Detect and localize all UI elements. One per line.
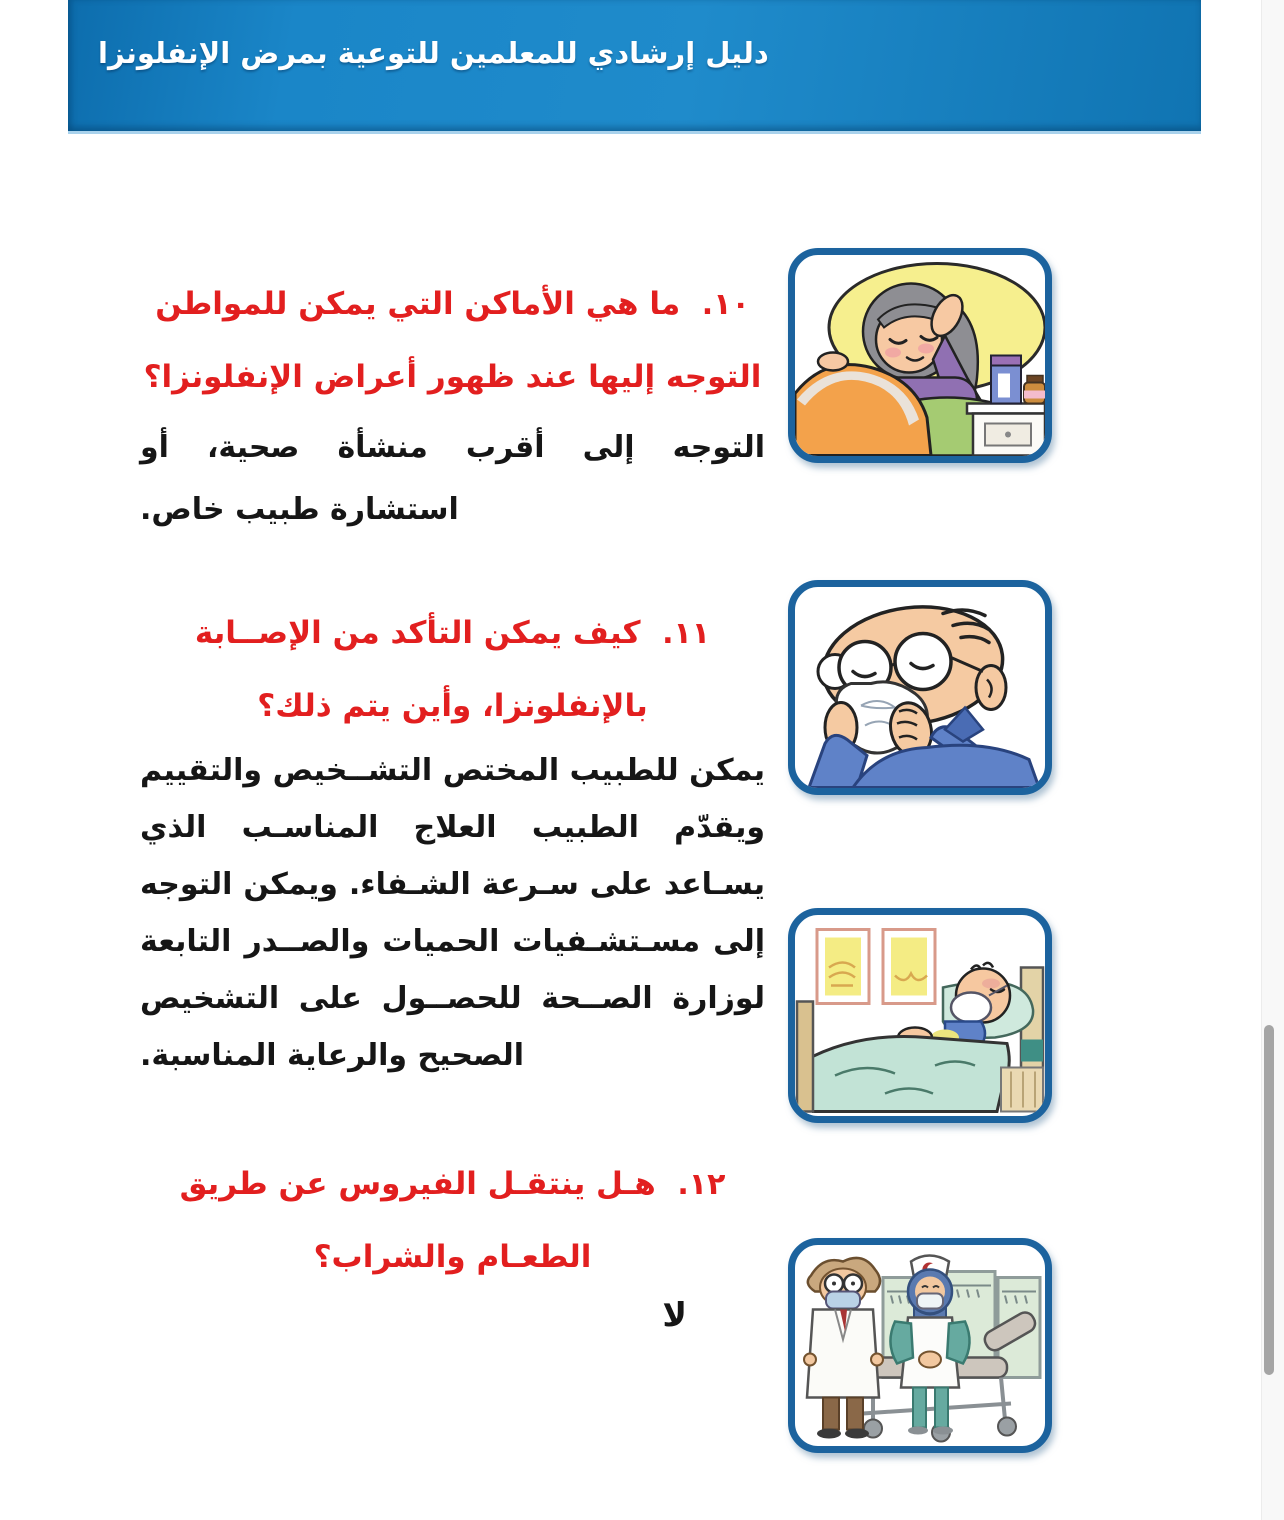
answer-12-text: لا [662,1295,687,1334]
medicine-box-cap [991,356,1021,366]
illustration-masked-patient-in-bed [788,908,1052,1123]
hand-on-duvet [818,353,848,371]
question-11-heading [140,597,765,742]
text-column [140,268,765,1337]
face-mask [951,993,991,1023]
nurse-shoe [908,1427,928,1435]
scrollbar-track[interactable] [1261,0,1284,1520]
question-12-heading [140,1148,765,1293]
question-11-text: كيف يمكن التأكد من الإصــابة بالإنفلونزا، وأين يتم ذلك؟ [194,615,648,724]
jar-cap [1027,376,1043,383]
masked-patient-in-bed-graphic [795,915,1045,1116]
question-10-heading [140,268,765,413]
question-11-number: ١١. [662,616,711,651]
doctor-hand [804,1354,816,1366]
answer-11-text: يمكن للطبيب المختص التشــخيص والتقييم ويقدّم الطبيب العلاج المناسـب الذي يسـاعد على سـرعة الشـفاء. ويمكن التوجه إلى مسـتشـفيات الحميات والصــدر التابعة لوزارة الصــحة للحصــول على التشخيص الصحيح والرعاية المناسبة. [140,753,765,1073]
illustration-man-blowing-nose [788,580,1052,795]
blanket [802,1037,1009,1112]
page-header-band [68,0,1201,134]
doctor-and-nurse-graphic [795,1245,1045,1446]
man-blowing-nose-graphic [795,587,1045,788]
question-10-text: ما هي الأماكن التي يمكن للمواطن التوجه إليها عند ظهور أعراض الإنفلونزا؟ [143,286,762,395]
nightstand-top [967,404,1045,414]
nurse-sleeve [890,1322,913,1364]
illustration-doctor-and-nurse [788,1238,1052,1453]
illustration-sick-woman-in-bed [788,248,1052,463]
question-12-text: هـل ينتقـل الفيروس عن طريق الطعـام والشراب؟ [179,1166,656,1275]
question-10-number: ١٠. [701,287,750,322]
scrollbar-thumb[interactable] [1264,1025,1274,1375]
doctor-mask [826,1292,860,1309]
doctor-pants [823,1398,839,1430]
answer-10-text: التوجه إلى أقرب منشأة صحية، أو استشارة طبيب خاص. [140,430,765,527]
footboard [797,1002,813,1112]
question-12-number: ١٢. [677,1167,726,1202]
nurse-hands [919,1352,941,1368]
page-title: دليل إرشادي للمعلمين للتوعية بمرض الإنفلونزا [98,36,769,70]
sick-woman-in-bed-graphic [795,255,1045,456]
nurse-mask [917,1294,943,1309]
blush [885,348,901,358]
doctor-shoe [817,1429,841,1439]
nurse-pants [913,1388,926,1428]
